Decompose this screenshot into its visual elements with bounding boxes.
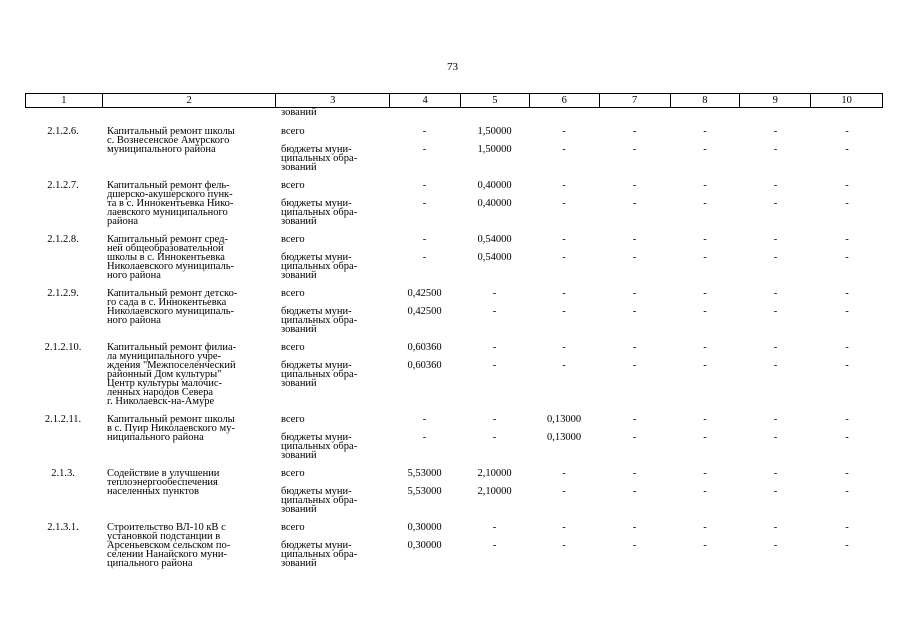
table-row bbox=[25, 465, 883, 514]
column-header-5: 5 bbox=[460, 94, 529, 107]
value-cell: - bbox=[492, 432, 497, 443]
row-funding bbox=[275, 285, 883, 334]
funding-source bbox=[275, 519, 389, 532]
row-name-line: та в с. Иннокентьевка Нико- bbox=[107, 198, 234, 209]
funding-line bbox=[275, 123, 883, 136]
row-number: 2.1.3. bbox=[51, 468, 75, 479]
funding-line bbox=[275, 231, 883, 244]
funding-source bbox=[275, 177, 389, 190]
value-cell: - bbox=[773, 414, 778, 425]
column-header-4: 4 bbox=[389, 94, 460, 107]
value-cell: - bbox=[703, 468, 707, 479]
value-cell: - bbox=[703, 306, 707, 317]
value-cell: - bbox=[773, 144, 778, 155]
row-name bbox=[101, 177, 275, 226]
row-name-line: Николаевского муниципаль- bbox=[107, 306, 235, 317]
value-cell: - bbox=[773, 468, 778, 479]
value-cell: 0,60360 bbox=[407, 360, 442, 371]
column-header-3: 3 bbox=[275, 94, 389, 107]
value-cell: - bbox=[845, 306, 849, 317]
value-cell: - bbox=[562, 486, 566, 497]
column-header-7: 7 bbox=[599, 94, 670, 107]
row-name bbox=[101, 285, 275, 334]
row-number: 2.1.2.9. bbox=[47, 288, 79, 299]
value-cell: - bbox=[562, 360, 566, 371]
value-cell: - bbox=[632, 486, 637, 497]
funding-line bbox=[275, 483, 883, 514]
value-cell: - bbox=[845, 342, 849, 353]
funding-line bbox=[275, 411, 883, 424]
funding-line bbox=[275, 195, 883, 226]
funding-source-line: ципальных обра- bbox=[281, 261, 358, 272]
value-cell: - bbox=[773, 198, 778, 209]
funding-source-line: ципальных обра- bbox=[281, 153, 358, 164]
row-number: 2.1.3.1. bbox=[47, 522, 79, 533]
value-cell: - bbox=[845, 432, 849, 443]
row-name-line: Строительство ВЛ-10 кВ с bbox=[107, 522, 226, 533]
value-cell: 5,53000 bbox=[407, 468, 442, 479]
row-funding bbox=[275, 339, 883, 406]
funding-source bbox=[275, 357, 389, 388]
value-cell: - bbox=[492, 414, 497, 425]
value-cell: - bbox=[845, 126, 849, 137]
funding-source bbox=[275, 303, 389, 334]
value-cell: - bbox=[492, 342, 497, 353]
funding-source bbox=[275, 123, 389, 136]
funding-line bbox=[275, 285, 883, 298]
value-cell: 0,13000 bbox=[546, 432, 582, 443]
value-cell: - bbox=[773, 288, 778, 299]
funding-line bbox=[275, 303, 883, 334]
row-name-line: Арсеньевском сельском по- bbox=[107, 540, 231, 551]
value-cell: - bbox=[773, 522, 778, 533]
column-header-1: 1 bbox=[61, 95, 67, 106]
funding-source-line: всего bbox=[281, 234, 305, 245]
table-row bbox=[25, 123, 883, 172]
funding-source-line: бюджеты муни- bbox=[281, 144, 352, 155]
row-name-line: ниципального района bbox=[107, 432, 204, 443]
value-cell: - bbox=[632, 126, 637, 137]
funding-source-line: всего bbox=[281, 522, 305, 533]
value-cell: - bbox=[845, 198, 849, 209]
row-name-line: Капитальный ремонт детско- bbox=[107, 288, 238, 299]
value-cell: - bbox=[703, 432, 707, 443]
row-name bbox=[101, 123, 275, 172]
value-cell: 0,54000 bbox=[477, 252, 512, 263]
value-cell: - bbox=[422, 126, 427, 137]
value-cell: 0,40000 bbox=[477, 198, 512, 209]
value-cell: - bbox=[632, 540, 637, 551]
value-cell: - bbox=[422, 198, 427, 209]
row-name-line: теплоэнергообеспечения bbox=[107, 477, 218, 488]
table-row bbox=[25, 177, 883, 226]
value-cell: - bbox=[422, 180, 427, 191]
value-cell: - bbox=[845, 252, 849, 263]
funding-source-line: зований bbox=[281, 504, 317, 515]
funding-source bbox=[275, 483, 389, 514]
value-cell: - bbox=[632, 198, 637, 209]
funding-line bbox=[275, 519, 883, 532]
value-cell: - bbox=[703, 180, 707, 191]
row-name-line: Капитальный ремонт филиа- bbox=[107, 342, 237, 353]
row-number: 2.1.2.8. bbox=[47, 234, 79, 245]
funding-source bbox=[275, 465, 389, 478]
funding-source-line: ципальных обра- bbox=[281, 549, 358, 560]
value-cell: - bbox=[845, 540, 849, 551]
value-cell: - bbox=[773, 432, 778, 443]
funding-source-line: зований bbox=[281, 450, 317, 461]
row-number: 2.1.2.11. bbox=[44, 414, 82, 425]
value-cell: - bbox=[632, 342, 637, 353]
value-cell: - bbox=[632, 414, 637, 425]
funding-line bbox=[275, 357, 883, 388]
value-cell: - bbox=[845, 468, 849, 479]
value-cell: - bbox=[492, 522, 497, 533]
funding-source-line: бюджеты муни- bbox=[281, 306, 352, 317]
value-cell: - bbox=[845, 144, 849, 155]
row-name-line: муниципального района bbox=[107, 144, 216, 155]
row-name-line: ципального района bbox=[107, 558, 193, 569]
funding-source-line: всего bbox=[281, 414, 305, 425]
value-cell: - bbox=[703, 414, 707, 425]
value-cell: - bbox=[773, 180, 778, 191]
row-name-line: Капитальный ремонт школы bbox=[107, 126, 235, 137]
funding-source bbox=[275, 339, 389, 352]
value-cell: - bbox=[562, 180, 566, 191]
value-cell: - bbox=[703, 486, 707, 497]
value-cell: - bbox=[703, 252, 707, 263]
funding-source-line: бюджеты муни- bbox=[281, 486, 352, 497]
funding-source-line: ципальных обра- bbox=[281, 441, 358, 452]
row-name bbox=[101, 519, 275, 568]
funding-source-line: зований bbox=[281, 324, 317, 335]
value-cell: 0,30000 bbox=[407, 522, 442, 533]
value-cell: - bbox=[562, 342, 566, 353]
table-header-row bbox=[25, 93, 883, 108]
row-name-line: Капитальный ремонт фель- bbox=[107, 180, 230, 191]
value-cell: - bbox=[632, 468, 637, 479]
value-cell: - bbox=[422, 432, 427, 443]
funding-source-line: бюджеты муни- bbox=[281, 198, 352, 209]
value-cell: - bbox=[703, 144, 707, 155]
value-cell: - bbox=[492, 306, 497, 317]
table-row bbox=[25, 339, 883, 406]
funding-source bbox=[275, 411, 389, 424]
funding-source bbox=[275, 141, 389, 172]
value-cell: - bbox=[703, 522, 707, 533]
value-cell: - bbox=[632, 306, 637, 317]
value-cell: 0,40000 bbox=[477, 180, 512, 191]
value-cell: - bbox=[632, 360, 637, 371]
value-cell: 1,50000 bbox=[477, 126, 512, 137]
value-cell: - bbox=[422, 234, 427, 245]
value-cell: 0,13000 bbox=[546, 414, 582, 425]
value-cell: - bbox=[773, 126, 778, 137]
row-name-line: установкой подстанции в bbox=[107, 531, 221, 542]
funding-source-line: всего bbox=[281, 342, 305, 353]
row-name-line: дшерско-акушерского пунк- bbox=[107, 189, 233, 200]
row-name-line: Капитальный ремонт школы bbox=[107, 414, 235, 425]
row-name-line: с. Вознесенское Амурского bbox=[107, 135, 230, 146]
value-cell: 1,50000 bbox=[477, 144, 512, 155]
row-name-line: ждения "Межпоселенческий bbox=[107, 360, 236, 371]
funding-line bbox=[275, 141, 883, 172]
row-name-line: районный Дом культуры" bbox=[107, 369, 222, 380]
funding-source-line: зований bbox=[281, 270, 317, 281]
funding-line bbox=[275, 465, 883, 478]
column-header-10: 10 bbox=[810, 94, 882, 107]
row-name-line: в с. Пуир Николаевского му- bbox=[107, 423, 235, 434]
value-cell: - bbox=[845, 180, 849, 191]
funding-source bbox=[275, 537, 389, 568]
row-name-line: Капитальный ремонт сред- bbox=[107, 234, 228, 245]
value-cell: - bbox=[632, 144, 637, 155]
value-cell: - bbox=[703, 540, 707, 551]
table-row bbox=[25, 519, 883, 568]
value-cell: - bbox=[562, 522, 566, 533]
funding-line bbox=[275, 249, 883, 280]
value-cell: - bbox=[703, 198, 707, 209]
value-cell: - bbox=[562, 288, 566, 299]
row-name-line: го сада в с. Иннокентьевка bbox=[107, 297, 227, 308]
value-cell: - bbox=[845, 288, 849, 299]
column-header-8: 8 bbox=[670, 94, 740, 107]
funding-source-line: ципальных обра- bbox=[281, 207, 358, 218]
value-cell: - bbox=[703, 234, 707, 245]
value-cell: - bbox=[845, 234, 849, 245]
funding-source bbox=[275, 429, 389, 460]
value-cell: 0,42500 bbox=[407, 306, 442, 317]
row-name-line: ного района bbox=[107, 315, 161, 326]
funding-line bbox=[275, 429, 883, 460]
funding-source-line: бюджеты муни- bbox=[281, 252, 352, 263]
row-funding bbox=[275, 231, 883, 280]
budget-table bbox=[25, 93, 883, 108]
value-cell: - bbox=[703, 360, 707, 371]
value-cell: - bbox=[562, 144, 566, 155]
row-name-line: Николаевского муниципаль- bbox=[107, 261, 235, 272]
row-name-line: лаевского муниципального bbox=[107, 207, 228, 218]
value-cell: - bbox=[422, 144, 427, 155]
row-funding bbox=[275, 465, 883, 514]
value-cell: - bbox=[562, 468, 566, 479]
row-funding bbox=[275, 123, 883, 172]
row-name bbox=[101, 231, 275, 280]
value-cell: - bbox=[703, 342, 707, 353]
funding-line bbox=[275, 537, 883, 568]
value-cell: - bbox=[632, 522, 637, 533]
row-name-line: Содействие в улучшении bbox=[107, 468, 220, 479]
value-cell: - bbox=[773, 252, 778, 263]
value-cell: - bbox=[845, 414, 849, 425]
row-number: 2.1.2.6. bbox=[47, 126, 79, 137]
value-cell: - bbox=[773, 540, 778, 551]
value-cell: 0,30000 bbox=[407, 540, 442, 551]
funding-line bbox=[275, 339, 883, 352]
funding-source bbox=[275, 231, 389, 244]
funding-source-line: ципальных обра- bbox=[281, 369, 358, 380]
funding-source-line: бюджеты муни- bbox=[281, 360, 352, 371]
funding-source-line: всего bbox=[281, 468, 305, 479]
value-cell: - bbox=[773, 306, 778, 317]
table-row bbox=[25, 411, 883, 460]
value-cell: - bbox=[562, 198, 566, 209]
value-cell: - bbox=[773, 486, 778, 497]
page-number: 73 bbox=[447, 61, 458, 73]
row-number: 2.1.2.7. bbox=[47, 180, 79, 191]
row-name bbox=[101, 411, 275, 460]
value-cell: - bbox=[845, 486, 849, 497]
row-name-line: района bbox=[107, 216, 139, 227]
table-row bbox=[25, 231, 883, 280]
value-cell: - bbox=[703, 288, 707, 299]
funding-source-line: ципальных обра- bbox=[281, 315, 358, 326]
row-name-line: селении Нанайского муни- bbox=[107, 549, 228, 560]
continuation-text: зований bbox=[281, 107, 317, 118]
value-cell: - bbox=[773, 234, 778, 245]
value-cell: 0,60360 bbox=[407, 342, 442, 353]
value-cell: - bbox=[492, 288, 497, 299]
value-cell: - bbox=[562, 126, 566, 137]
row-name-line: ней общеобразовательной bbox=[107, 243, 224, 254]
table-body bbox=[25, 123, 883, 573]
funding-source-line: зований bbox=[281, 216, 317, 227]
row-number: 2.1.2.10. bbox=[44, 342, 82, 353]
value-cell: 5,53000 bbox=[407, 486, 442, 497]
row-name-line: г. Николаевск-на-Амуре bbox=[107, 396, 215, 407]
value-cell: - bbox=[773, 360, 778, 371]
value-cell: - bbox=[562, 252, 566, 263]
row-name bbox=[101, 465, 275, 514]
row-name-line: населенных пунктов bbox=[107, 486, 199, 497]
value-cell: 2,10000 bbox=[477, 468, 512, 479]
funding-source-line: ципальных обра- bbox=[281, 495, 358, 506]
value-cell: - bbox=[632, 180, 637, 191]
value-cell: - bbox=[703, 126, 707, 137]
funding-source-line: зований bbox=[281, 378, 317, 389]
funding-source bbox=[275, 285, 389, 298]
column-header-2: 2 bbox=[102, 94, 276, 107]
value-cell: - bbox=[562, 306, 566, 317]
value-cell: - bbox=[845, 360, 849, 371]
value-cell: 0,54000 bbox=[477, 234, 512, 245]
value-cell: - bbox=[845, 522, 849, 533]
funding-source bbox=[275, 195, 389, 226]
column-header-9: 9 bbox=[739, 94, 810, 107]
row-name-line: ленных народов Севера bbox=[107, 387, 213, 398]
funding-source-line: бюджеты муни- bbox=[281, 432, 352, 443]
funding-source-line: зований bbox=[281, 162, 317, 173]
funding-source-line: всего bbox=[281, 288, 305, 299]
row-name-line: школы в с. Иннокентьевка bbox=[107, 252, 225, 263]
funding-source-line: зований bbox=[281, 558, 317, 569]
value-cell: - bbox=[632, 288, 637, 299]
value-cell: - bbox=[422, 414, 427, 425]
funding-line bbox=[275, 177, 883, 190]
row-funding bbox=[275, 411, 883, 460]
funding-source-line: всего bbox=[281, 126, 305, 137]
value-cell: - bbox=[562, 234, 566, 245]
row-funding bbox=[275, 519, 883, 568]
row-name-line: ного района bbox=[107, 270, 161, 281]
funding-source-line: бюджеты муни- bbox=[281, 540, 352, 551]
row-funding bbox=[275, 177, 883, 226]
value-cell: - bbox=[632, 252, 637, 263]
funding-source-line: всего bbox=[281, 180, 305, 191]
value-cell: - bbox=[492, 540, 497, 551]
value-cell: 2,10000 bbox=[477, 486, 512, 497]
column-header-6: 6 bbox=[529, 94, 599, 107]
value-cell: - bbox=[632, 432, 637, 443]
row-name-line: Центр культуры малочис- bbox=[107, 378, 223, 389]
value-cell: - bbox=[422, 252, 427, 263]
value-cell: - bbox=[492, 360, 497, 371]
row-name bbox=[101, 339, 275, 406]
funding-source bbox=[275, 249, 389, 280]
value-cell: - bbox=[773, 342, 778, 353]
value-cell: 0,42500 bbox=[407, 288, 442, 299]
row-name-line: ла муниципального учре- bbox=[107, 351, 222, 362]
table-row bbox=[25, 285, 883, 334]
value-cell: - bbox=[562, 540, 566, 551]
value-cell: - bbox=[632, 234, 637, 245]
